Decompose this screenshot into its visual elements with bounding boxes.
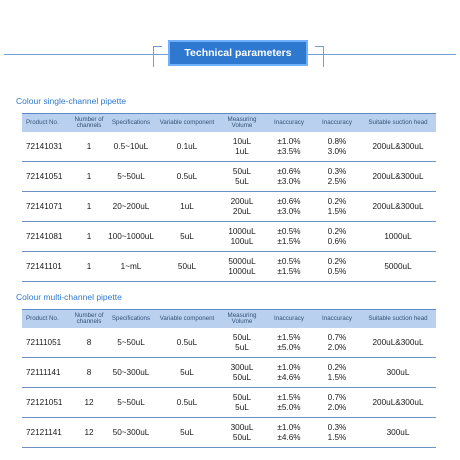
inaccuracy-percent-value: ±3.0% (277, 206, 301, 216)
variable-component-cell: 0.5uL (154, 388, 220, 418)
table-row (22, 192, 436, 222)
inaccuracy-cv-cell (314, 252, 360, 282)
inaccuracy-percent-value: ±5.0% (277, 402, 301, 412)
inaccuracy-percent-cell (264, 252, 314, 282)
inaccuracy-percent-cell (264, 132, 314, 162)
product-number-cell: 72141071 (22, 192, 70, 222)
specification-cell: 50~300uL (108, 358, 154, 388)
inaccuracy-percent-value: ±0.5% (277, 257, 301, 266)
channel-count-cell: 1 (70, 162, 108, 192)
column-header: Specifications (108, 310, 154, 329)
measuring-volume-cell (220, 252, 264, 282)
column-header: Suitable suction head (360, 114, 436, 133)
inaccuracy-cv-value: 2.0% (327, 342, 347, 352)
table-row (22, 388, 436, 418)
specification-cell: 0.5~10uL (108, 132, 154, 162)
inaccuracy-cv-value: 2.5% (327, 176, 347, 186)
measuring-volume-value: 300uL (230, 363, 254, 372)
column-header: Specifications (108, 114, 154, 133)
single-channel-table (22, 113, 436, 282)
variable-component-cell: 5uL (154, 358, 220, 388)
channel-count-cell: 12 (70, 388, 108, 418)
column-header: Inaccuracy (314, 310, 360, 329)
suction-head-cell: 200uL&300uL (360, 132, 436, 162)
measuring-volume-cell (220, 358, 264, 388)
inaccuracy-cv-value: 2.0% (327, 402, 347, 412)
product-number-cell: 72141101 (22, 252, 70, 282)
inaccuracy-percent-cell (264, 222, 314, 252)
inaccuracy-cv-value: 0.7% (327, 333, 347, 342)
page-title: Technical parameters (168, 40, 308, 66)
column-header: Number of channels (70, 310, 108, 329)
measuring-volume-value: 10uL (232, 137, 252, 146)
suction-head-cell: 200uL&300uL (360, 388, 436, 418)
measuring-volume-value: 1000uL (228, 227, 256, 236)
table-row (22, 132, 436, 162)
table-row (22, 418, 436, 448)
measuring-volume-value: 50uL (232, 372, 252, 382)
column-header: Inaccuracy (314, 114, 360, 133)
inaccuracy-cv-value: 0.8% (327, 137, 347, 146)
column-header: Suitable suction head (360, 310, 436, 329)
measuring-volume-cell (220, 418, 264, 448)
inaccuracy-percent-value: ±3.0% (277, 176, 301, 186)
table-header-row (22, 114, 436, 133)
channel-count-cell: 8 (70, 358, 108, 388)
inaccuracy-percent-cell (264, 418, 314, 448)
measuring-volume-cell (220, 328, 264, 358)
table-row (22, 252, 436, 282)
column-header: Inaccuracy (264, 114, 314, 133)
inaccuracy-cv-value: 0.3% (327, 167, 347, 176)
measuring-volume-value: 1uL (235, 146, 249, 156)
specification-cell: 50~300uL (108, 418, 154, 448)
inaccuracy-cv-cell (314, 132, 360, 162)
inaccuracy-percent-cell (264, 358, 314, 388)
inaccuracy-cv-value: 0.2% (327, 257, 347, 266)
measuring-volume-cell (220, 162, 264, 192)
inaccuracy-cv-value: 0.2% (327, 363, 347, 372)
variable-component-cell: 0.5uL (154, 328, 220, 358)
inaccuracy-cv-value: 0.6% (327, 236, 347, 246)
suction-head-cell: 200uL&300uL (360, 328, 436, 358)
product-number-cell: 72111051 (22, 328, 70, 358)
inaccuracy-cv-value: 0.2% (327, 227, 347, 236)
measuring-volume-value: 5uL (235, 402, 249, 412)
inaccuracy-cv-value: 0.2% (327, 197, 347, 206)
table-row (22, 162, 436, 192)
variable-component-cell: 0.1uL (154, 132, 220, 162)
inaccuracy-percent-value: ±1.0% (277, 363, 301, 372)
specification-cell: 20~200uL (108, 192, 154, 222)
specification-cell: 5~50uL (108, 388, 154, 418)
column-header: Measuring Volume (220, 114, 264, 133)
specification-cell: 5~50uL (108, 328, 154, 358)
variable-component-cell: 50uL (154, 252, 220, 282)
column-header: Inaccuracy (264, 310, 314, 329)
variable-component-cell: 0.5uL (154, 162, 220, 192)
inaccuracy-percent-value: ±5.0% (277, 342, 301, 352)
measuring-volume-value: 100uL (230, 236, 254, 246)
inaccuracy-percent-value: ±1.5% (277, 393, 301, 402)
measuring-volume-cell (220, 132, 264, 162)
product-number-cell: 72121051 (22, 388, 70, 418)
variable-component-cell: 1uL (154, 192, 220, 222)
suction-head-cell: 5000uL (360, 252, 436, 282)
product-number-cell: 72111141 (22, 358, 70, 388)
inaccuracy-percent-value: ±4.6% (277, 372, 301, 382)
banner-right-bracket (315, 46, 324, 67)
inaccuracy-percent-value: ±3.5% (277, 146, 301, 156)
inaccuracy-percent-cell (264, 192, 314, 222)
multi-channel-title: Colour multi-channel pipette (16, 292, 122, 302)
measuring-volume-value: 50uL (232, 333, 252, 342)
inaccuracy-cv-value: 1.5% (327, 206, 347, 216)
inaccuracy-cv-cell (314, 328, 360, 358)
measuring-volume-value: 20uL (232, 206, 252, 216)
measuring-volume-value: 300uL (230, 423, 254, 432)
suction-head-cell: 1000uL (360, 222, 436, 252)
variable-component-cell: 5uL (154, 418, 220, 448)
channel-count-cell: 8 (70, 328, 108, 358)
specification-cell: 1~mL (108, 252, 154, 282)
measuring-volume-value: 5uL (235, 342, 249, 352)
single-channel-title: Colour single-channel pipette (16, 96, 127, 106)
inaccuracy-cv-cell (314, 192, 360, 222)
suction-head-cell: 300uL (360, 418, 436, 448)
inaccuracy-cv-cell (314, 418, 360, 448)
measuring-volume-value: 50uL (232, 167, 252, 176)
inaccuracy-cv-value: 1.5% (327, 432, 347, 442)
inaccuracy-cv-value: 0.5% (327, 266, 347, 276)
product-number-cell: 72141081 (22, 222, 70, 252)
inaccuracy-percent-value: ±1.5% (277, 333, 301, 342)
inaccuracy-cv-cell (314, 162, 360, 192)
inaccuracy-percent-cell (264, 328, 314, 358)
inaccuracy-percent-cell (264, 388, 314, 418)
inaccuracy-cv-value: 0.7% (327, 393, 347, 402)
inaccuracy-cv-value: 0.3% (327, 423, 347, 432)
inaccuracy-percent-value: ±4.6% (277, 432, 301, 442)
inaccuracy-percent-value: ±0.5% (277, 227, 301, 236)
column-header: Product No. (22, 310, 70, 329)
channel-count-cell: 1 (70, 132, 108, 162)
product-number-cell: 72141031 (22, 132, 70, 162)
inaccuracy-percent-value: ±1.0% (277, 137, 301, 146)
banner-left-bracket (153, 46, 162, 67)
product-number-cell: 72141051 (22, 162, 70, 192)
table-header-row (22, 310, 436, 329)
channel-count-cell: 1 (70, 252, 108, 282)
inaccuracy-percent-value: ±1.5% (277, 236, 301, 246)
table-row (22, 358, 436, 388)
suction-head-cell: 200uL&300uL (360, 192, 436, 222)
column-header: Variable component (154, 310, 220, 329)
suction-head-cell: 300uL (360, 358, 436, 388)
measuring-volume-cell (220, 388, 264, 418)
multi-channel-table (22, 309, 436, 448)
channel-count-cell: 1 (70, 192, 108, 222)
inaccuracy-cv-cell (314, 388, 360, 418)
measuring-volume-cell (220, 222, 264, 252)
channel-count-cell: 12 (70, 418, 108, 448)
inaccuracy-percent-value: ±1.0% (277, 423, 301, 432)
product-number-cell: 72121141 (22, 418, 70, 448)
measuring-volume-value: 50uL (232, 393, 252, 402)
measuring-volume-value: 1000uL (228, 266, 256, 276)
specification-cell: 100~1000uL (108, 222, 154, 252)
measuring-volume-value: 5uL (235, 176, 249, 186)
inaccuracy-percent-value: ±0.6% (277, 167, 301, 176)
column-header: Variable component (154, 114, 220, 133)
measuring-volume-cell (220, 192, 264, 222)
measuring-volume-value: 200uL (230, 197, 254, 206)
inaccuracy-cv-cell (314, 222, 360, 252)
column-header: Number of channels (70, 114, 108, 133)
table-row (22, 222, 436, 252)
inaccuracy-cv-value: 3.0% (327, 146, 347, 156)
inaccuracy-cv-cell (314, 358, 360, 388)
suction-head-cell: 200uL&300uL (360, 162, 436, 192)
column-header: Measuring Volume (220, 310, 264, 329)
specification-cell: 5~50uL (108, 162, 154, 192)
channel-count-cell: 1 (70, 222, 108, 252)
inaccuracy-percent-value: ±1.5% (277, 266, 301, 276)
measuring-volume-value: 50uL (232, 432, 252, 442)
measuring-volume-value: 5000uL (228, 257, 256, 266)
variable-component-cell: 5uL (154, 222, 220, 252)
inaccuracy-percent-cell (264, 162, 314, 192)
table-row (22, 328, 436, 358)
inaccuracy-percent-value: ±0.6% (277, 197, 301, 206)
inaccuracy-cv-value: 1.5% (327, 372, 347, 382)
column-header: Product No. (22, 114, 70, 133)
